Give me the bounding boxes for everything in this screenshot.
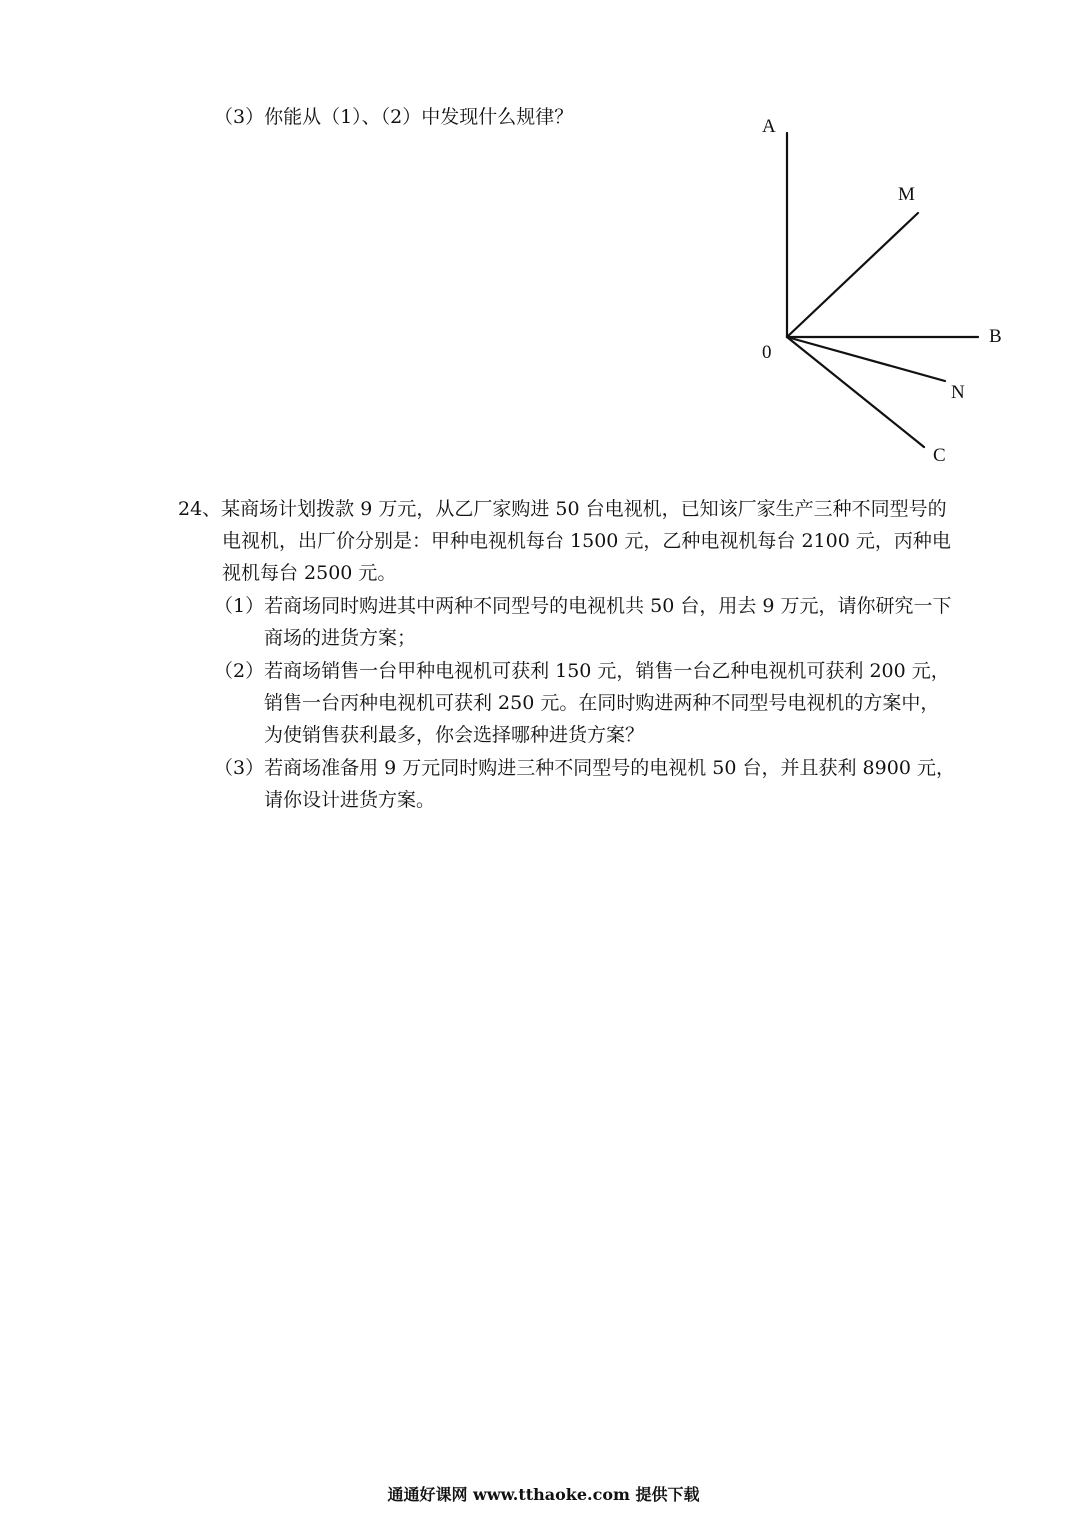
q24-part2-line-1: （2）若商场销售一台甲种电视机可获利 150 元，销售一台乙种电视机可获利 200 元， bbox=[214, 660, 950, 682]
ray-OC bbox=[787, 337, 924, 447]
q23-part3-text: （3）你能从（1）、（2）中发现什么规律？ bbox=[214, 106, 574, 128]
label-B: B bbox=[989, 326, 1002, 347]
q24-part1-line-1: （1）若商场同时购进其中两种不同型号的电视机共 50 台，用去 9 万元，请你研究一下 bbox=[214, 595, 952, 617]
q24-stem-line-3: 视机每台 2500 元。 bbox=[222, 562, 397, 584]
label-A: A bbox=[762, 116, 776, 137]
q24-part2-line-2: 销售一台丙种电视机可获利 250 元。在同时购进两种不同型号电视机的方案中， bbox=[264, 692, 940, 714]
ray-ON bbox=[787, 337, 945, 381]
q24-part3-line-2: 请你设计进货方案。 bbox=[264, 789, 436, 811]
q24-part2-line-3: 为使销售获利最多，你会选择哪种进货方案？ bbox=[264, 724, 645, 746]
q24-stem-line-1: 24、某商场计划拨款 9 万元，从乙厂家购进 50 台电视机，已知该厂家生产三种不同型号的 bbox=[178, 498, 947, 520]
q24-part1-line-2: 商场的进货方案； bbox=[264, 627, 417, 649]
label-M: M bbox=[898, 184, 915, 205]
ray-diagram bbox=[0, 0, 1087, 480]
ray-OM bbox=[787, 213, 918, 337]
page-footer: 通通好课网 www.tthaoke.com 提供下载 bbox=[387, 1485, 700, 1504]
label-C: C bbox=[933, 445, 946, 466]
label-N: N bbox=[951, 382, 965, 403]
q24-stem-line-2: 电视机，出厂价分别是：甲种电视机每台 1500 元，乙种电视机每台 2100 元，丙种电 bbox=[222, 530, 951, 552]
q24-part3-line-1: （3）若商场准备用 9 万元同时购进三种不同型号的电视机 50 台，并且获利 8900 元， bbox=[214, 757, 955, 779]
label-O: 0 bbox=[762, 342, 772, 363]
